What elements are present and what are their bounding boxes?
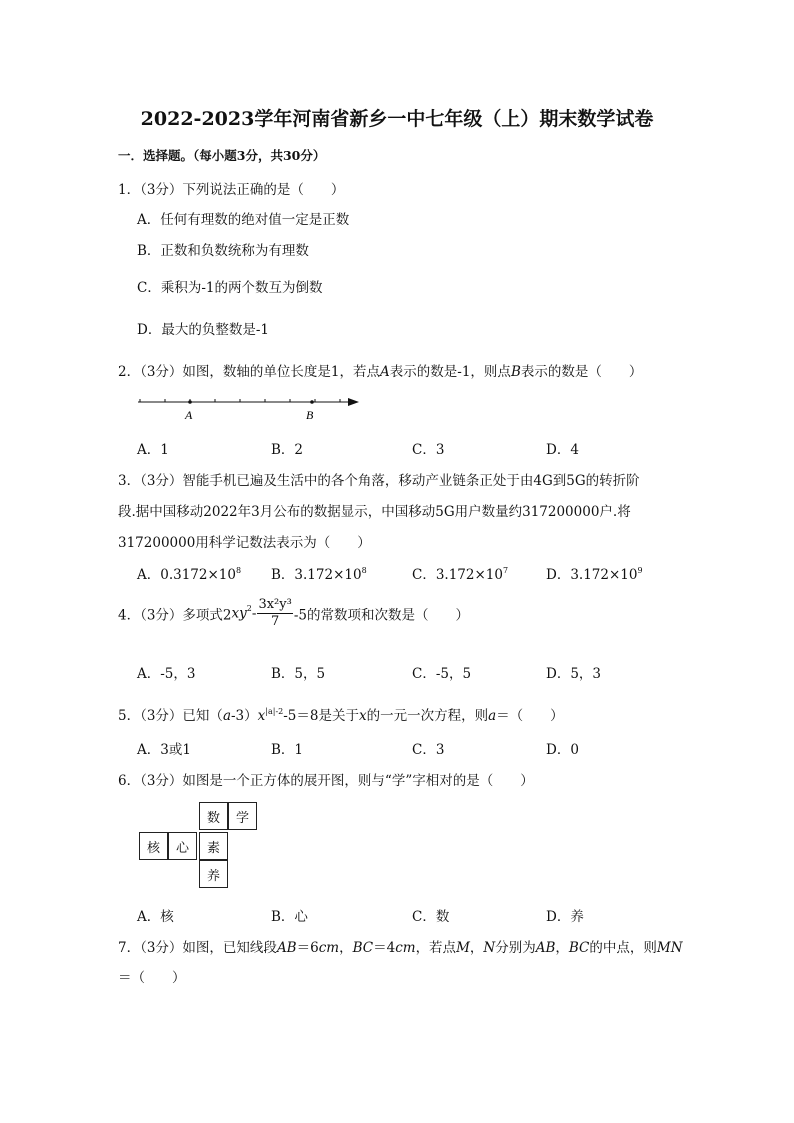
question-1-option-d: D．最大的负整数是-1: [137, 322, 269, 338]
page-title: 2022-2023学年河南省新乡一中七年级（上）期末数学试卷: [140, 108, 654, 130]
cube-face-he: 核: [139, 832, 168, 860]
question-6-option-b: B．心: [271, 909, 308, 925]
section-heading: 一．选择题。（每小题3分，共30分）: [118, 148, 326, 163]
question-6-stem: 6．（3分）如图是一个正方体的展开图，则与“学”字相对的是（ ）: [118, 773, 534, 789]
fraction: $\frac{\text{3x²y³}}{7}$: [258, 597, 292, 629]
question-5-option-b: B．1: [271, 742, 304, 758]
question-6-option-d: D．养: [546, 909, 584, 925]
cube-face-su: 素: [199, 832, 228, 860]
question-3-option-b: B．$3.172\times 10^8$: [271, 566, 367, 583]
point-b-dot: [310, 400, 314, 404]
axis-label-a: A: [185, 408, 193, 422]
point-a-label: A: [380, 364, 390, 380]
point-a-dot: [188, 400, 192, 404]
question-5-stem: 5．（3分）已知$(a-3)x^{|a|-2}-5=8$是关于x的一元一次方程，则a＝（ ）: [118, 707, 564, 724]
question-3-option-a: A．$0.3172\times 10^8$: [137, 566, 242, 583]
cube-face-yang: 养: [199, 860, 228, 888]
question-2-stem: [118, 360, 642, 380]
question-6-option-a: A．核: [137, 909, 174, 925]
cube-face-xue: 学: [228, 802, 257, 830]
question-6-option-c: C．数: [412, 909, 450, 925]
question-4-option-d: D．5，3: [546, 666, 602, 682]
question-2-text-1: 2．（3分）如图，数轴的单位长度是1，若点: [118, 364, 381, 380]
question-5-option-c: C．3: [412, 742, 445, 758]
question-3-option-d: D．$3.172\times 10^9$: [546, 566, 643, 583]
point-b-label: B: [510, 364, 521, 380]
question-2-option-b: B．2: [271, 442, 304, 458]
question-4-option-c: C．-5，5: [412, 666, 472, 682]
axis-label-b: B: [306, 408, 314, 422]
question-1-option-c: C．乘积为-1的两个数互为倒数: [137, 280, 323, 296]
question-3-option-c: C．$3.172\times 10^7$: [412, 566, 509, 583]
question-2-option-d: D．4: [546, 442, 579, 458]
question-4-option-b: B．5，5: [271, 666, 326, 682]
number-line-arrow: [348, 398, 359, 406]
number-line-figure: [135, 390, 365, 424]
question-2-text-3: 表示的数是（ ）: [520, 364, 643, 380]
cube-face-xin: 心: [168, 832, 197, 860]
question-1-option-b: B．正数和负数统称为有理数: [137, 243, 309, 259]
question-1-option-a: A．任何有理数的绝对值一定是正数: [137, 212, 350, 228]
question-2-option-c: C．3: [412, 442, 445, 458]
question-4-stem: 4．（3分）多项式$2xy^2-$ $\frac{\text{3x²y³}}{7}$ -5的常数项和次数是（ ）: [118, 597, 469, 629]
question-3-line-3: 317200000用科学记数法表示为（ ）: [118, 535, 371, 551]
question-4-option-a: A．-5，3: [137, 666, 196, 682]
question-3-line-2: 段.据中国移动2022年3月公布的数据显示，中国移动5G用户数量约317200000户.将: [118, 504, 631, 520]
question-2-option-a: A．1: [137, 442, 169, 458]
question-5-option-a: A．3或1: [137, 742, 191, 758]
question-3-line-1: 3．（3分）智能手机已遍及生活中的各个角落，移动产业链条正处于由4G到5G的转折阶: [118, 473, 640, 489]
question-2-text-2: 表示的数是-1，则点: [389, 364, 511, 380]
question-1-stem: 1．（3分）下列说法正确的是（ ）: [118, 182, 345, 198]
question-7-line-2: ＝（ ）: [118, 970, 186, 986]
question-7-line-1: 7．（3分）如图，已知线段AB＝6cm，BC＝4cm，若点M，N分别为AB，BC的中点，则MN: [118, 940, 683, 956]
cube-face-shu: 数: [199, 802, 228, 830]
cube-net-figure: [139, 802, 264, 890]
question-5-option-d: D．0: [546, 742, 579, 758]
